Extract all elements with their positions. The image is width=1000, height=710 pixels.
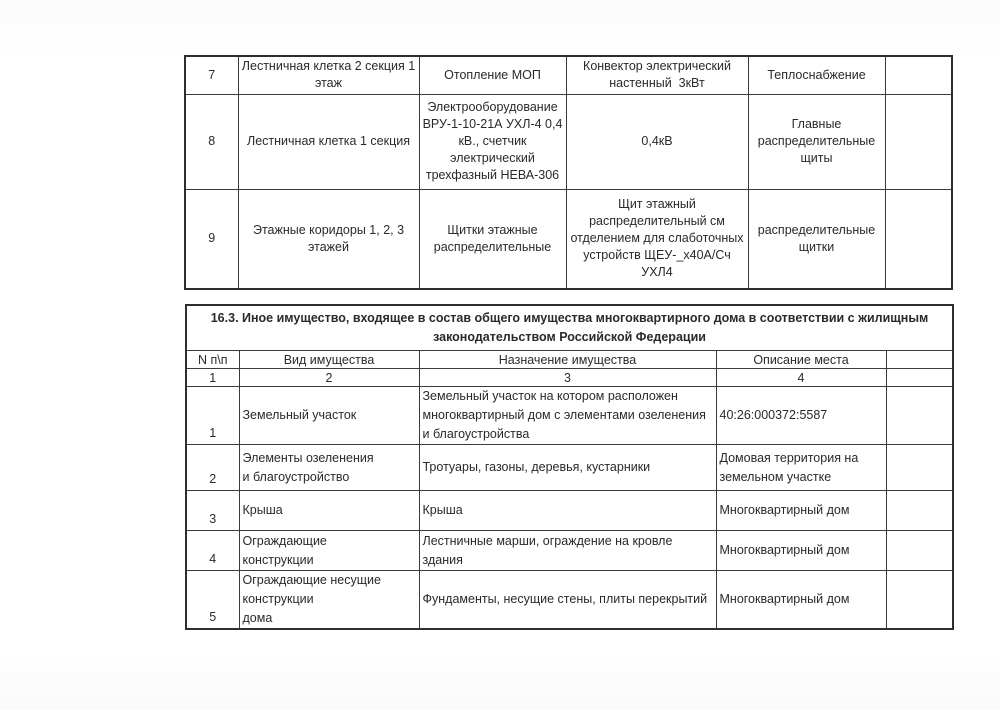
property-type-cell: Ограждающие несущие конструкции дома: [239, 571, 419, 630]
other-property-table: [185, 304, 954, 630]
row-number: 3: [186, 491, 239, 531]
empty-cell: [886, 491, 953, 531]
property-purpose-cell: Тротуары, газоны, деревья, кустарники: [419, 445, 716, 491]
header-empty: [886, 351, 953, 369]
column-number: 3: [419, 369, 716, 387]
property-type-cell: Земельный участок: [239, 387, 419, 445]
table-row: [185, 94, 952, 189]
column-number: 1: [186, 369, 239, 387]
row-number: 4: [186, 531, 239, 571]
header-number: N п\п: [186, 351, 239, 369]
column-number: [886, 369, 953, 387]
location-cell: Лестничная клетка 1 секция: [238, 94, 419, 189]
location-cell: Домовая территория на земельном участке: [716, 445, 886, 491]
table-row: [186, 491, 953, 531]
row-number: 1: [186, 387, 239, 445]
empty-cell: [886, 445, 953, 491]
empty-cell: [885, 94, 952, 189]
empty-cell: [885, 56, 952, 94]
column-number: 2: [239, 369, 419, 387]
function-cell: Главные распределительные щиты: [748, 94, 885, 189]
equipment-cell: Конвектор электрический настенный 3кВт: [566, 56, 748, 94]
location-cell: Лестничная клетка 2 секция 1 этаж: [238, 56, 419, 94]
header-location-description: Описание места: [716, 351, 886, 369]
purpose-cell: Отопление МОП: [419, 56, 566, 94]
location-cell: 40:26:000372:5587: [716, 387, 886, 445]
property-purpose-cell: Лестничные марши, ограждение на кровле здания: [419, 531, 716, 571]
column-number-row: [186, 369, 953, 387]
empty-cell: [886, 531, 953, 571]
header-property-purpose: Назначение имущества: [419, 351, 716, 369]
section-title: 16.3. Иное имущество, входящее в состав общего имущества многоквартирного дома в соответствии с жилищным законодательством Российской Федерации: [186, 305, 953, 351]
property-purpose-cell: Фундаменты, несущие стены, плиты перекрытий: [419, 571, 716, 630]
row-number: 8: [185, 94, 238, 189]
property-type-cell: Элементы озеленения и благоустройство: [239, 445, 419, 491]
table-row: [186, 445, 953, 491]
table-row: [186, 531, 953, 571]
equipment-cell: Щит этажный распределительный см отделением для слаботочных устройств ЩЕУ-_х40А/Сч УХЛ4: [566, 189, 748, 289]
function-cell: Теплоснабжение: [748, 56, 885, 94]
location-cell: Этажные коридоры 1, 2, 3 этажей: [238, 189, 419, 289]
table-row: [185, 56, 952, 94]
property-purpose-cell: Крыша: [419, 491, 716, 531]
location-cell: Многоквартирный дом: [716, 531, 886, 571]
row-number: 5: [186, 571, 239, 630]
empty-cell: [886, 571, 953, 630]
function-cell: распределительные щитки: [748, 189, 885, 289]
empty-cell: [886, 387, 953, 445]
property-purpose-cell: Земельный участок на котором расположен многоквартирный дом с элементами озеленения и благоустройства: [419, 387, 716, 445]
row-number: 2: [186, 445, 239, 491]
section-title-row: [186, 305, 953, 351]
table-row: [186, 387, 953, 445]
column-header-row: [186, 351, 953, 369]
table-row: [185, 189, 952, 289]
row-number: 7: [185, 56, 238, 94]
purpose-cell: Электрооборудование ВРУ-1-10-21А УХЛ-4 0,4 кВ., счетчик электрический трехфазный НЕВА-306: [419, 94, 566, 189]
property-type-cell: Крыша: [239, 491, 419, 531]
table-row: [186, 571, 953, 630]
purpose-cell: Щитки этажные распределительные: [419, 189, 566, 289]
location-cell: Многоквартирный дом: [716, 491, 886, 531]
empty-cell: [885, 189, 952, 289]
property-type-cell: Ограждающие конструкции: [239, 531, 419, 571]
equipment-table: [184, 55, 953, 290]
location-cell: Многоквартирный дом: [716, 571, 886, 630]
column-number: 4: [716, 369, 886, 387]
equipment-cell: 0,4кВ: [566, 94, 748, 189]
row-number: 9: [185, 189, 238, 289]
header-property-type: Вид имущества: [239, 351, 419, 369]
